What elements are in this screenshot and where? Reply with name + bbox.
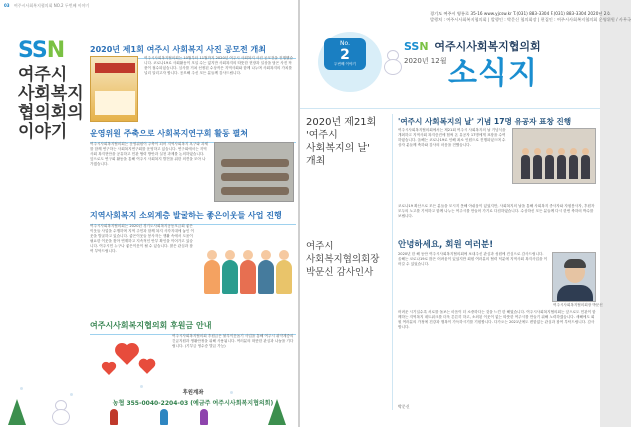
heart-icon <box>117 345 137 365</box>
person-figure <box>258 260 274 294</box>
person-figure <box>581 155 590 179</box>
section-body: 여주시사회복지협의회는 2020년 경기도사회복지공동모금회 좋은이웃들 사업을 수행하며 지역 주민과 함께 복지 사각지대에 놓인 이웃을 발굴하고 있습니다. 좋은이웃들 봉사자는 생활 속에서 도움이 필요한 이웃을 찾아 연계하고 지속적인 안부 확인을 이어가고 있습니다. 여주시민 누구나 좋은이웃이 될 수 있습니다. 많은 관심과 참여 부탁드립니다. <box>90 224 195 253</box>
newsletter-title: 소식지 <box>448 56 538 91</box>
greeting-section <box>398 238 603 329</box>
ssn-logo: SSN <box>18 38 65 63</box>
side-title-line: 이야기 <box>18 122 68 142</box>
side-title-line: 사회복지 <box>18 84 84 104</box>
running-header <box>4 3 89 9</box>
research-group-section <box>90 128 296 166</box>
child-figure <box>110 409 118 425</box>
poster-text-block <box>95 91 135 115</box>
right-page <box>300 0 631 427</box>
poster-title-band <box>95 63 135 73</box>
meeting-table <box>221 187 289 195</box>
account-number: 농협 355-0040-2204-03 (예금주 여주시사회복지협의회) <box>112 400 274 407</box>
meeting-photo <box>214 142 294 202</box>
snowflake <box>20 387 23 390</box>
photo-contest-section <box>90 44 296 75</box>
column-divider <box>392 114 393 410</box>
meeting-table <box>221 159 289 167</box>
tree-icon <box>8 399 26 425</box>
snowflake <box>70 393 73 396</box>
snowman-icon <box>384 50 402 100</box>
publication-info <box>430 11 631 23</box>
donation-section <box>90 320 296 348</box>
section-body: 코로나19 확산으로 모든 분들을 모시지 못해 아쉬움이 있었지만, 사회복지의 날을 통해 사회복지 종사자와 자원봉사자, 후원자 모두의 노고를 기억하고 함께 나누는 여주시를 만들어 가기로 다짐하였습니다. 수상하신 모든 분들께 다시 한번 축하의 박수를 보냅니다. <box>398 204 595 218</box>
section-body: 여주시사회복지협의회 후원금은 불우이웃돕기 사업을 통해 여주시 취약계층의 긴급지원과 생활안정을 위해 사용됩니다. 여러분의 따뜻한 관심과 나눔을 기다립니다. (기부금 영수증 발급 가능) <box>172 334 294 348</box>
masthead <box>318 28 600 102</box>
section-title: 안녕하세요, 회원 여러분! <box>398 240 494 250</box>
section-body: 여주시사회복지협의회는 10월부터 11월까지 2020년 여주시 사회복지 사진 공모전을 진행했습니다. 코로나19로 사회활동이 모일 수는 없지만 사회복지의 따뜻한 현장과 일상을 담은 사진 작품이 접수되었습니다. 심사를 거쳐 선정된 수상작은 지역사회와 함께 나누며 사회복지의 가치를 널리 알리고자 합니다. 응모해 주신 모든 분들께 감사드립니다. <box>144 56 293 75</box>
feature-headline: 여주시 사회복지협의회장 박문신 감사인사 <box>306 241 380 278</box>
signature-name: 박문신 <box>398 404 410 409</box>
contact-line: 경기도 여주시 영릉로 35-16 www.yjcsw.kr T.(031) 883-3304 F.(031) 883-3304 2020년 2호 <box>430 11 611 16</box>
section-title: 2020년 제1회 여주시 사회복지 사진 공모전 개최 <box>90 45 266 54</box>
section-body: 2020년 한 해 동안 여주시사회복지협의회에 보내주신 관심과 성원에 진심으로 감사드립니다. 올해는 코로나19로 많은 어려움이 있었지만 회원 여러분의 협력 덕분에 지역사회 복지사업을 이어갈 수 있었습니다. <box>398 252 548 266</box>
section-body: 어려운 시기일수록 서로를 돌보는 마음이 더 소중하다는 것을 느낀 한 해였습니다. 여주시사회복지협의회는 앞으로도 민관이 함께하는 지역복지 네트워크를 더욱 튼튼히 하고, 소외된 이웃이 없는 따뜻한 여주시를 만들기 위해 노력하겠습니다. 새해에도 회원 여러분의 가정에 건강과 행복이 가득하시기를 기원합니다. 다가오는 2021년에도 변함없는 관심과 참여 부탁드립니다. 감사합니다. <box>398 310 596 329</box>
person-figure <box>557 155 566 179</box>
person-figure <box>204 260 220 294</box>
section-title: 여주시사회복지협의회 후원금 안내 <box>90 321 212 330</box>
side-title-line: 여주시 <box>18 65 68 85</box>
person-figure <box>222 260 238 294</box>
heart-icon <box>103 363 115 375</box>
side-title-line: 협의회의 <box>18 103 84 123</box>
section-body: 여주시사회복지협의회에서는 제21회 여주시 사회복지의 날 기념식을 개최하고 지역사회 복지증진에 힘써 온 유공자 17명에게 표창을 수여하였습니다. 올해는 코로나19로 인해 최소 인원으로 진행되었으며 수상자 분들께 축하와 감사의 마음을 전했습니다. <box>398 128 506 147</box>
section-title: 지역사회복지 소외계층 발굴하는 좋은이웃들 사업 진행 <box>90 211 282 220</box>
portrait-caption: 여주시사회복지협의회장 박문신 <box>553 303 603 307</box>
award-group-photo <box>512 128 596 184</box>
neighbors-illustration <box>202 236 296 294</box>
snowman-icon <box>52 400 70 425</box>
account-label: 후원계좌 <box>182 390 204 396</box>
feature-headline: 2020년 제21회 '여주시 사회복지의 날' 개최 <box>306 117 377 167</box>
person-figure <box>545 155 554 179</box>
issue-number-badge: No. 2 두번째 이야기 <box>324 38 366 70</box>
snowflake <box>140 385 143 388</box>
page-number: 03 <box>4 3 10 8</box>
issue-date: 2020년 12월 <box>404 57 447 65</box>
person-figure <box>276 260 292 294</box>
running-head-text: 여주시사회복지협의회 NO.2 두번째 이야기 <box>13 3 90 8</box>
person-figure <box>240 260 256 294</box>
person-figure <box>569 155 578 179</box>
section-body: 여주시사회복지협의회는 운영위원이 주축이 되어 지역사회복지 욕구와 과제를 함께 연구하는 사회복지연구회를 운영하고 있습니다. 연구회에서는 지역사회 복지현안을 공유하고 민관 협력 방안과 실천 과제를 논의하였습니다. 앞으로도 연구회 활동을 통해 여주시 사회복지 발전을 위한 의견을 모아 나가겠습니다. <box>90 142 208 166</box>
portrait-shoulders <box>557 285 593 301</box>
donation-illustration <box>90 334 166 384</box>
left-page <box>0 0 298 427</box>
meeting-table <box>221 173 289 181</box>
publisher-line: 발행처 : 여주시사회복지협의회 | 발행인 : 박문신 협의회장 | 편집인 : 여주시사회복지협의회 운영위원 / 사무국 <box>430 17 631 22</box>
chairman-portrait <box>552 252 603 307</box>
side-title <box>18 66 92 142</box>
winter-scene-illustration <box>0 383 298 427</box>
child-figure <box>200 409 208 425</box>
masthead-divider <box>300 108 600 109</box>
organization-name: SSN 여주시사회복지협의회 <box>404 40 541 53</box>
ssn-logo: SSN <box>404 40 429 53</box>
snowflake <box>230 391 233 394</box>
welfare-day-section <box>398 116 596 218</box>
section-title: '여주시 사회복지의 날' 기념 17명 유공자 표창 진행 <box>398 117 572 126</box>
portrait-hair <box>564 259 586 268</box>
good-neighbors-section <box>90 210 296 253</box>
tree-icon <box>268 399 286 425</box>
heart-icon <box>140 360 154 374</box>
person-figure <box>521 155 530 179</box>
contest-poster-image <box>90 56 138 122</box>
person-figure <box>533 155 542 179</box>
child-figure <box>160 409 168 425</box>
section-title: 운영위원 주축으로 사회복지연구회 활동 펼쳐 <box>90 129 248 138</box>
